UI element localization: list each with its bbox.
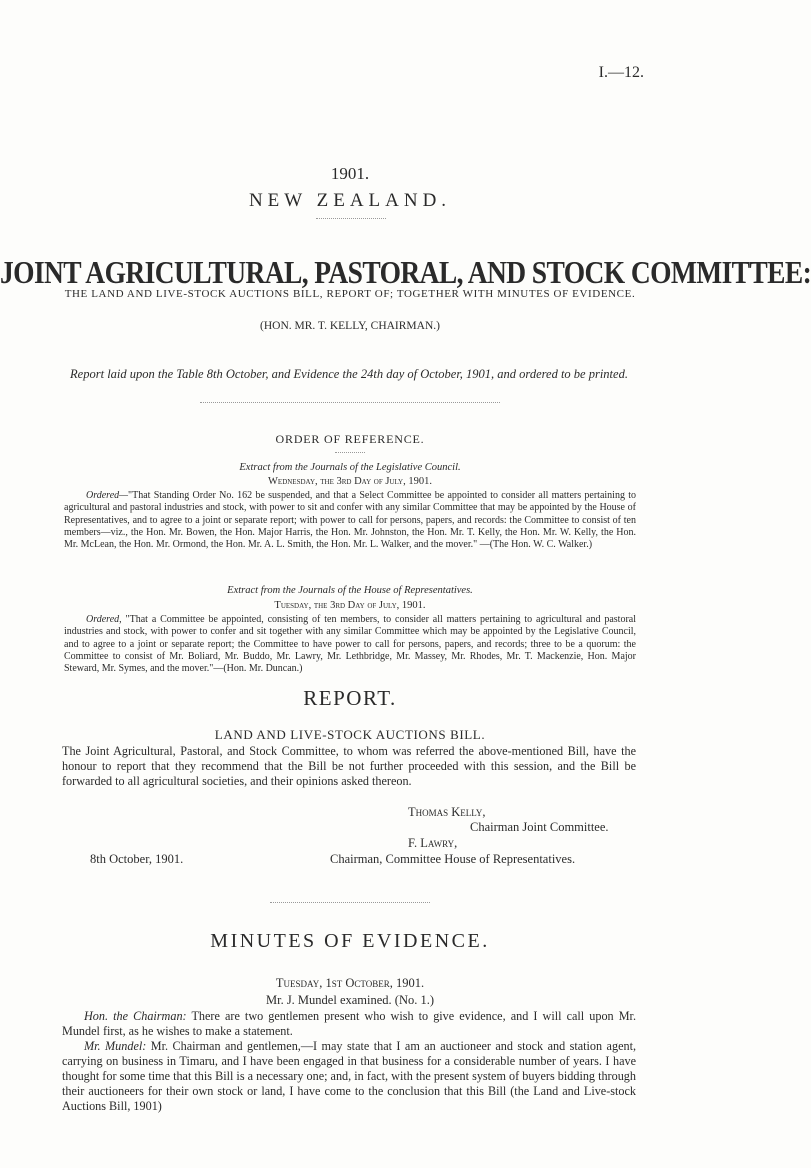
chairman-line: (HON. MR. T. KELLY, CHAIRMAN.): [260, 320, 440, 332]
extract1-lead: Ordered—: [86, 490, 129, 501]
report-paragraph: The Joint Agricultural, Pastoral, and Stock Committee, to whom was referred the above-mentioned Bill, have the honour to report that they recommend that the Bill be not further proceeded with this session, and the Bill be forwarded to all agricultural societies, and their opinions asked thereon.: [62, 744, 636, 788]
evidence-paragraph-1: [62, 1009, 636, 1039]
para2-text: Mr. Chairman and gentlemen,—I may state that I am an auctioneer and stock and station agent, carrying on business in Timaru, and I have been engaged in that business for a considerable number of years. I have thought for some time that this Bill is a necessary one; and, in fact, with the present system of buyers bidding through their auctioneers for their own stock or land, I have come to the conclusion that this Bill (the Land and Live-stock Auctions Bill, 1901): [62, 1039, 637, 1113]
document-title: JOINT AGRICULTURAL, PASTORAL, AND STOCK COMMITTEE:: [0, 254, 811, 290]
document-subtitle: THE LAND AND LIVE-STOCK AUCTIONS BILL, REPORT OF; TOGETHER WITH MINUTES OF EVIDENCE.: [64, 288, 636, 300]
report-subheading: LAND AND LIVE-STOCK AUCTIONS BILL.: [214, 727, 486, 742]
divider: [270, 902, 430, 903]
evidence-paragraph-2: [62, 1039, 636, 1114]
divider: [200, 402, 500, 403]
speaker-chairman: Hon. the Chairman:: [84, 1009, 187, 1023]
signature-title-1: Chairman Joint Committee.: [470, 820, 609, 834]
witness-line: Mr. J. Mundel examined. (No. 1.): [265, 993, 435, 1007]
extract2-date: Tuesday, the 3rd Day of July, 1901.: [274, 600, 426, 611]
extract2-paragraph: [64, 614, 636, 675]
extract1-source: Extract from the Journals of the Legislative Council.: [239, 462, 461, 473]
minutes-heading: MINUTES OF EVIDENCE.: [210, 930, 490, 952]
speaker-mundel: Mr. Mundel:: [84, 1039, 147, 1053]
page-reference: I.—12.: [598, 64, 644, 81]
divider: [335, 452, 365, 453]
extract1-text: "That Standing Order No. 162 be suspended, and that a Select Committee be appointed to consider all matters pertaining to agricultural and pastoral industries and stock, with power to sit and confer with any similar Committee that may be appointed by the House of Representatives, and to agree to a joint or separate report; with power to call for persons, papers, and records: the Committee to consist of ten members—viz., the Hon. Mr. Bowen, the Hon. Major Harris, the Hon. Mr. Johnston, the Hon. Mr. T. Kelly, the Hon. Mr. W. Kelly, the Hon. Mr. McLean, the Hon. Mr. Ormond, the Hon. Mr. A. L. Smith, the Hon. Mr. L. Walker, and the mover." —(The Hon. W. C. Walker.): [64, 490, 636, 551]
minutes-date: Tuesday, 1st October, 1901.: [275, 976, 425, 990]
signature-name-1: Thomas Kelly,: [408, 805, 486, 819]
signature-name-2: F. Lawry,: [408, 836, 458, 850]
extract1-date: Wednesday, the 3rd Day of July, 1901.: [268, 476, 432, 487]
divider: [316, 218, 386, 219]
extract2-source: Extract from the Journals of the House of Representatives.: [227, 585, 473, 596]
report-date: 8th October, 1901.: [90, 852, 184, 866]
extract1-paragraph: [64, 490, 636, 551]
order-heading: ORDER OF REFERENCE.: [275, 432, 425, 446]
country-heading: NEW ZEALAND.: [248, 190, 452, 211]
extract2-text: "That a Committee be appointed, consisting of ten members, to consider all matters pertaining to agricultural and pastoral industries and stock, with power to confer and sit together with any similar Committee which may be appointed by the Legislative Council, and to agree to a joint or separate report; the Committee to have power to call for persons, papers, and records; three to be a quorum: the Committee to consist of Mr. Boliard, Mr. Buddo, Mr. Lawry, Mr. Lethbridge, Mr. Massey, Mr. Rhodes, Mr. T. Mackenzie, Hon. Major Steward, Mr. Symes, and the mover."—(Hon. Mr. Duncan.): [64, 614, 636, 675]
signature-title-2: Chairman, Committee House of Representatives.: [330, 852, 576, 866]
document-year: 1901.: [330, 164, 370, 183]
para1-text: There are two gentlemen present who wish to give evidence, and I will call upon Mr. Mundel first, as he wishes to make a statement.: [62, 1009, 636, 1038]
extract2-lead: Ordered,: [86, 614, 122, 625]
laid-line: Report laid upon the Table 8th October, and Evidence the 24th day of October, 1901, and ordered to be printed.: [70, 367, 628, 381]
report-heading: REPORT.: [303, 686, 397, 710]
